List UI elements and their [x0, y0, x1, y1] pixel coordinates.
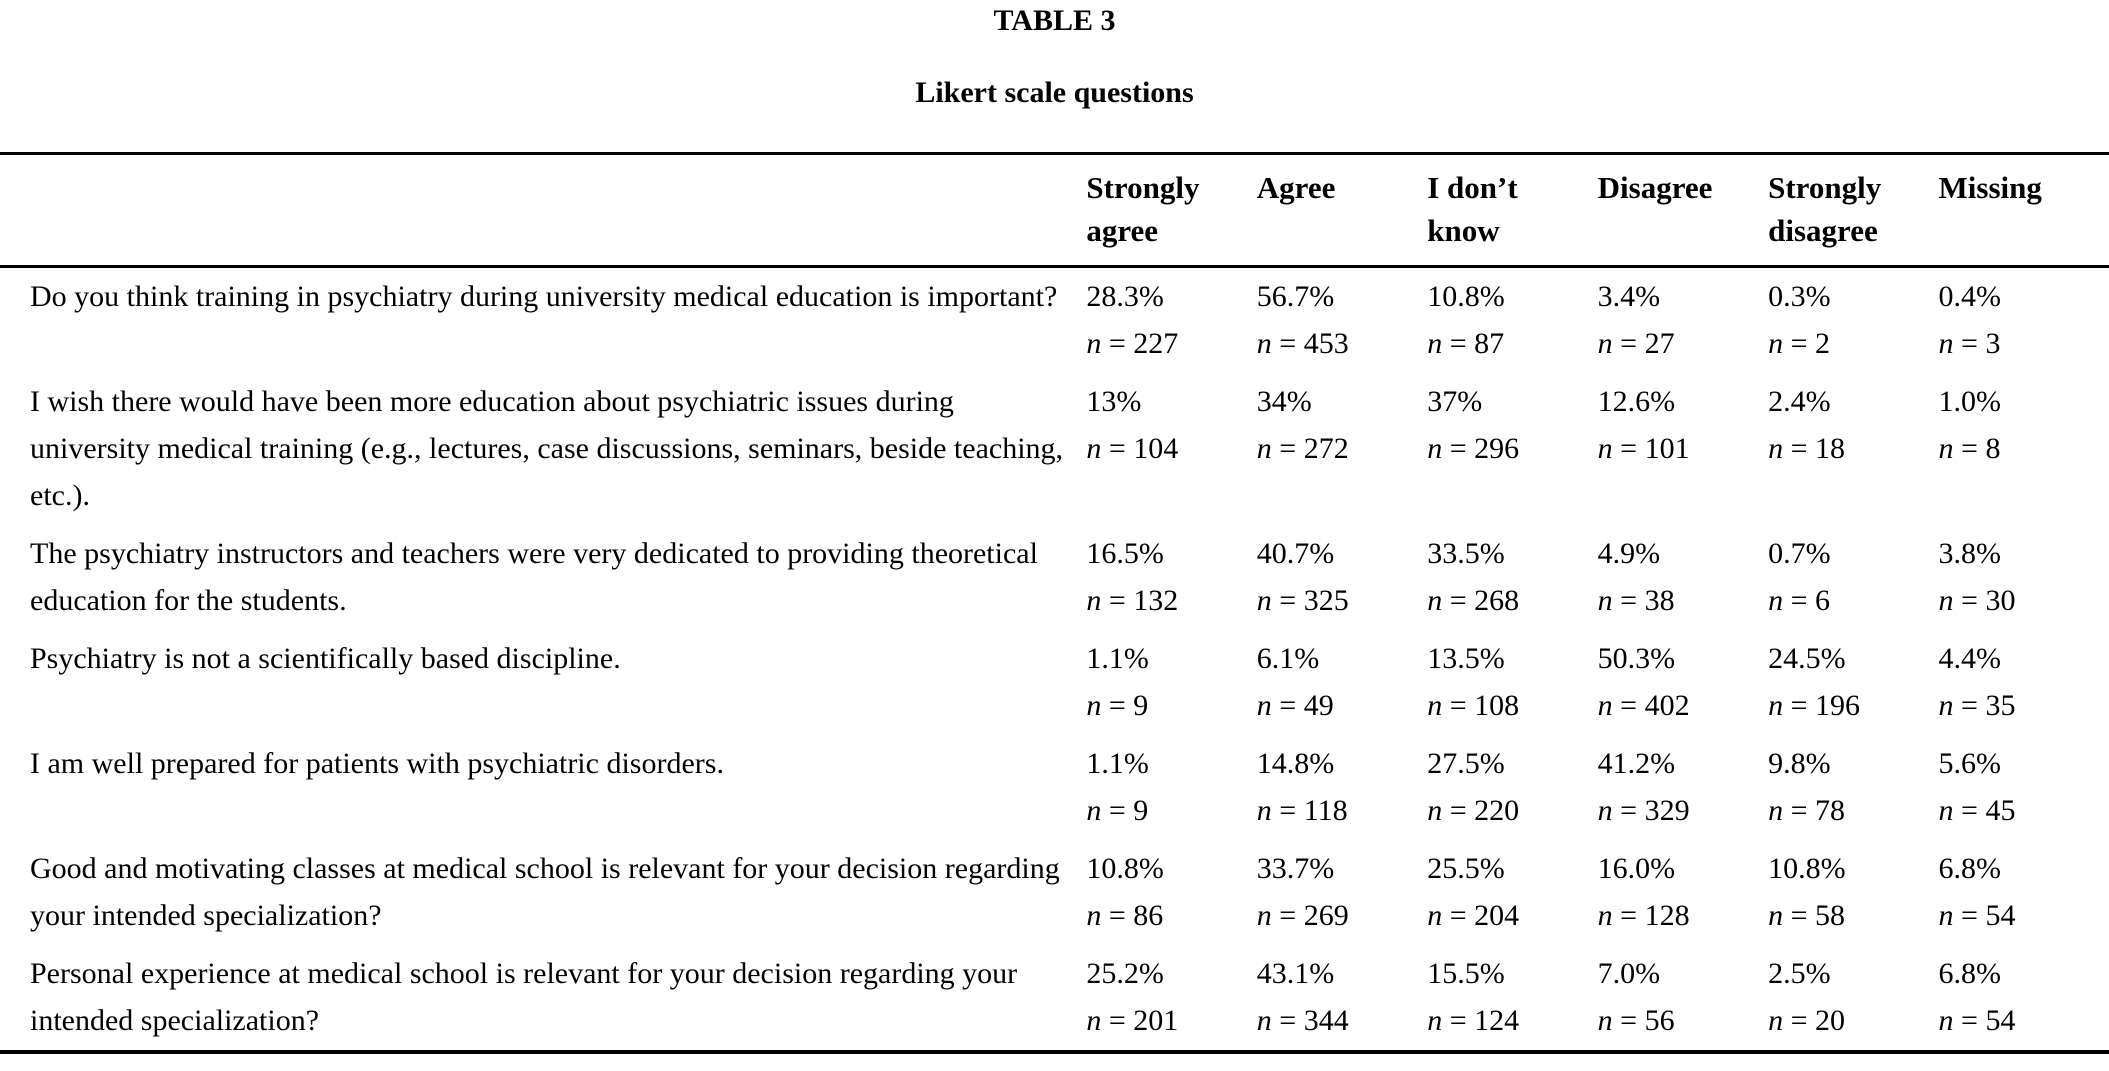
table-subtitle: Likert scale questions	[915, 76, 1194, 109]
percent-value: 15.5%	[1427, 957, 1505, 990]
n-value: n = 268	[1427, 584, 1520, 617]
value-cell	[1086, 267, 1256, 374]
n-value: n = 227	[1086, 327, 1179, 360]
n-value: n = 132	[1086, 584, 1179, 617]
value-cell	[1427, 373, 1597, 525]
percent-value: 27.5%	[1427, 747, 1505, 780]
percent-value: 6.1%	[1256, 642, 1320, 675]
percent-value: 33.7%	[1256, 852, 1335, 885]
percent-value: 5.6%	[1938, 747, 2002, 780]
percent-value: 4.4%	[1938, 642, 2002, 675]
value-cell	[1257, 630, 1427, 735]
value-cell	[1768, 267, 1938, 374]
question-column-header	[0, 154, 1086, 267]
question-cell: Personal experience at medical school is relevant for your decision regarding your intended specialization?	[30, 957, 1018, 1037]
value-cell	[1257, 735, 1427, 840]
n-value: n = 49	[1256, 689, 1334, 722]
value-cell	[1598, 945, 1768, 1052]
value-cell	[1939, 735, 2109, 840]
percent-value: 13.5%	[1427, 642, 1505, 675]
n-value: n = 56	[1597, 1004, 1675, 1037]
n-value: n = 38	[1597, 584, 1675, 617]
n-value: n = 201	[1086, 1004, 1179, 1037]
n-value: n = 104	[1086, 432, 1179, 465]
percent-value: 25.5%	[1427, 852, 1505, 885]
value-cell	[1598, 525, 1768, 630]
question-cell: Psychiatry is not a scientifically based discipline.	[30, 642, 621, 675]
value-cell	[1939, 373, 2109, 525]
question-cell: I am well prepared for patients with psychiatric disorders.	[30, 747, 724, 780]
n-value: n = 54	[1938, 1004, 2016, 1037]
column-header-0: Strongly agree	[1086, 170, 1200, 248]
percent-value: 14.8%	[1256, 747, 1335, 780]
n-value: n = 20	[1768, 1004, 1846, 1037]
percent-value: 12.6%	[1597, 385, 1676, 418]
table-number-title: TABLE 3	[993, 4, 1116, 37]
percent-value: 40.7%	[1256, 537, 1335, 570]
n-value: n = 128	[1597, 899, 1690, 932]
percent-value: 33.5%	[1427, 537, 1505, 570]
value-cell	[1598, 267, 1768, 374]
percent-value: 6.8%	[1938, 852, 2002, 885]
question-cell: Do you think training in psychiatry during university medical education is important?	[30, 280, 1058, 313]
percent-value: 9.8%	[1768, 747, 1831, 780]
n-value: n = 196	[1768, 689, 1861, 722]
percent-value: 25.2%	[1086, 957, 1164, 990]
n-value: n = 296	[1427, 432, 1520, 465]
n-value: n = 86	[1086, 899, 1164, 932]
percent-value: 10.8%	[1427, 280, 1505, 313]
likert-table	[0, 152, 2109, 1054]
value-cell	[1598, 373, 1768, 525]
value-cell	[1768, 630, 1938, 735]
n-value: n = 453	[1256, 327, 1349, 360]
percent-value: 10.8%	[1086, 852, 1164, 885]
percent-value: 10.8%	[1768, 852, 1846, 885]
value-cell	[1257, 840, 1427, 945]
n-value: n = 9	[1086, 689, 1149, 722]
value-cell	[1598, 840, 1768, 945]
percent-value: 41.2%	[1597, 747, 1676, 780]
value-cell	[1257, 945, 1427, 1052]
percent-value: 4.9%	[1597, 537, 1661, 570]
percent-value: 6.8%	[1938, 957, 2002, 990]
column-header-1: Agree	[1256, 170, 1336, 205]
value-cell	[1939, 840, 2109, 945]
header-row	[0, 154, 2109, 267]
value-cell	[1939, 630, 2109, 735]
n-value: n = 329	[1597, 794, 1690, 827]
value-cell	[1086, 735, 1256, 840]
n-value: n = 58	[1768, 899, 1846, 932]
percent-value: 3.4%	[1597, 280, 1661, 313]
percent-value: 16.0%	[1597, 852, 1676, 885]
value-cell	[1257, 267, 1427, 374]
value-cell	[1768, 840, 1938, 945]
value-cell	[1427, 945, 1597, 1052]
column-header-3: Disagree	[1597, 170, 1713, 205]
value-cell	[1257, 525, 1427, 630]
value-cell	[1768, 735, 1938, 840]
n-value: n = 27	[1597, 327, 1675, 360]
table-row	[0, 525, 2109, 630]
value-cell	[1768, 373, 1938, 525]
n-value: n = 124	[1427, 1004, 1520, 1037]
percent-value: 16.5%	[1086, 537, 1164, 570]
value-cell	[1427, 630, 1597, 735]
value-cell	[1939, 945, 2109, 1052]
n-value: n = 8	[1938, 432, 2001, 465]
column-header-4: Strongly disagree	[1768, 170, 1882, 248]
percent-value: 34%	[1256, 385, 1312, 418]
question-cell: I wish there would have been more education about psychiatric issues during university medical training (e.g., lectures, case discussions, seminars, beside teaching, etc.).	[30, 385, 1064, 512]
n-value: n = 35	[1938, 689, 2016, 722]
n-value: n = 272	[1256, 432, 1349, 465]
value-cell	[1086, 840, 1256, 945]
column-header-2: I don’t know	[1427, 170, 1518, 248]
table-row	[0, 840, 2109, 945]
n-value: n = 18	[1768, 432, 1846, 465]
percent-value: 0.3%	[1768, 280, 1831, 313]
n-value: n = 30	[1938, 584, 2016, 617]
n-value: n = 325	[1256, 584, 1349, 617]
value-cell	[1086, 630, 1256, 735]
n-value: n = 2	[1768, 327, 1831, 360]
percent-value: 3.8%	[1938, 537, 2002, 570]
n-value: n = 6	[1768, 584, 1831, 617]
n-value: n = 204	[1427, 899, 1520, 932]
percent-value: 1.0%	[1938, 385, 2002, 418]
value-cell	[1086, 373, 1256, 525]
question-cell: The psychiatry instructors and teachers were very dedicated to providing theoretical education for the students.	[30, 537, 1038, 617]
table-row	[0, 945, 2109, 1052]
percent-value: 0.7%	[1768, 537, 1831, 570]
n-value: n = 87	[1427, 327, 1505, 360]
percent-value: 2.4%	[1768, 385, 1831, 418]
percent-value: 28.3%	[1086, 280, 1164, 313]
value-cell	[1768, 945, 1938, 1052]
table-body	[0, 267, 2109, 1053]
n-value: n = 45	[1938, 794, 2016, 827]
n-value: n = 402	[1597, 689, 1690, 722]
percent-value: 7.0%	[1597, 957, 1661, 990]
percent-value: 1.1%	[1086, 642, 1149, 675]
value-cell	[1257, 373, 1427, 525]
table-header	[0, 154, 2109, 267]
percent-value: 56.7%	[1256, 280, 1335, 313]
n-value: n = 101	[1597, 432, 1690, 465]
table-row	[0, 630, 2109, 735]
n-value: n = 3	[1938, 327, 2001, 360]
value-cell	[1598, 735, 1768, 840]
value-cell	[1427, 267, 1597, 374]
column-header-5: Missing	[1938, 170, 2042, 205]
table-row	[0, 735, 2109, 840]
percent-value: 43.1%	[1256, 957, 1335, 990]
n-value: n = 118	[1256, 794, 1348, 827]
value-cell	[1939, 525, 2109, 630]
n-value: n = 78	[1768, 794, 1846, 827]
question-cell: Good and motivating classes at medical school is relevant for your decision regarding your intended specialization?	[30, 852, 1060, 932]
value-cell	[1768, 525, 1938, 630]
value-cell	[1427, 525, 1597, 630]
percent-value: 1.1%	[1086, 747, 1149, 780]
n-value: n = 9	[1086, 794, 1149, 827]
n-value: n = 344	[1256, 1004, 1349, 1037]
value-cell	[1427, 735, 1597, 840]
n-value: n = 54	[1938, 899, 2016, 932]
table-row	[0, 267, 2109, 374]
n-value: n = 269	[1256, 899, 1349, 932]
value-cell	[1939, 267, 2109, 374]
percent-value: 13%	[1086, 385, 1142, 418]
percent-value: 24.5%	[1768, 642, 1846, 675]
percent-value: 50.3%	[1597, 642, 1676, 675]
n-value: n = 220	[1427, 794, 1520, 827]
n-value: n = 108	[1427, 689, 1520, 722]
percent-value: 2.5%	[1768, 957, 1831, 990]
value-cell	[1598, 630, 1768, 735]
value-cell	[1086, 945, 1256, 1052]
percent-value: 0.4%	[1938, 280, 2002, 313]
percent-value: 37%	[1427, 385, 1483, 418]
value-cell	[1086, 525, 1256, 630]
table-row	[0, 373, 2109, 525]
value-cell	[1427, 840, 1597, 945]
